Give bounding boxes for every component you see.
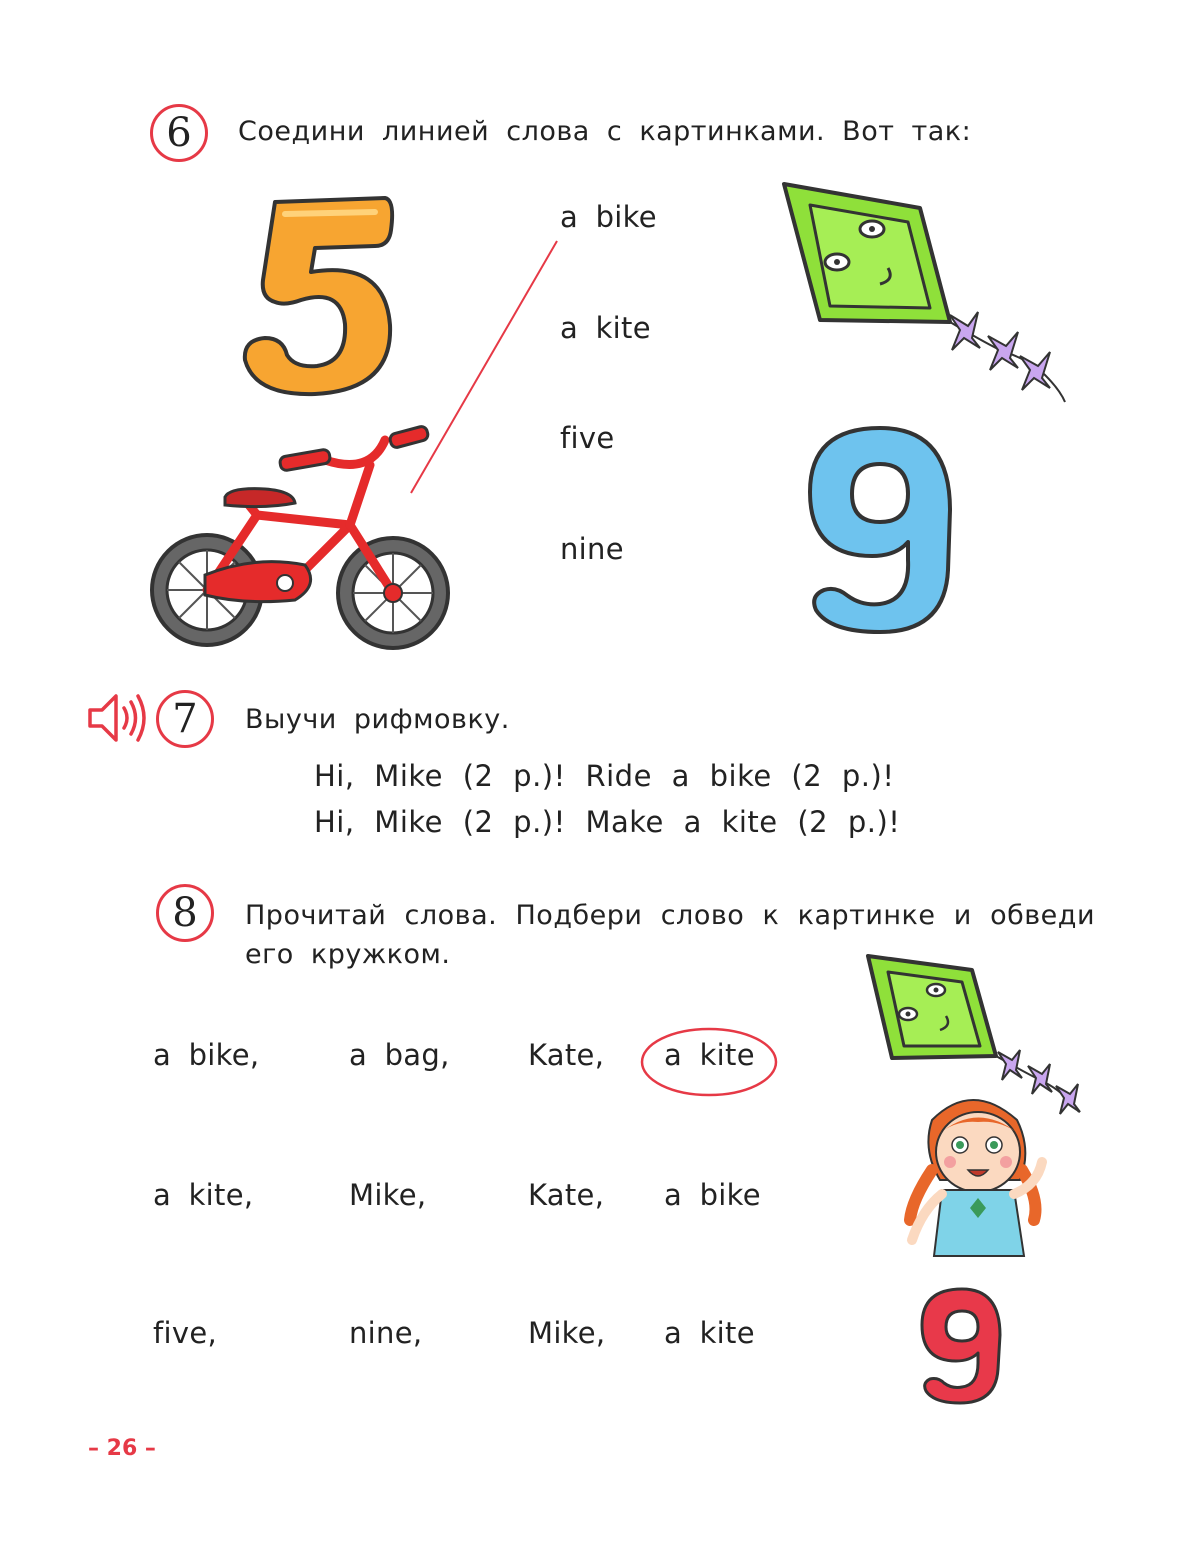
row2-word-1[interactable]: a kite, bbox=[153, 1178, 254, 1212]
page-number: – 26 – bbox=[88, 1436, 156, 1461]
row3-word-3[interactable]: Mike, bbox=[528, 1316, 606, 1350]
girl-illustration bbox=[892, 1090, 1067, 1260]
task6-word-five[interactable]: five bbox=[560, 421, 615, 455]
task7-number: 7 bbox=[156, 690, 214, 748]
number-5-illustration bbox=[235, 190, 395, 400]
speaker-icon[interactable] bbox=[86, 690, 148, 746]
row1-word-4-circled[interactable]: a kite bbox=[664, 1038, 755, 1072]
example-connecting-line bbox=[405, 235, 565, 500]
row1-word-1[interactable]: a bike, bbox=[153, 1038, 260, 1072]
task6-word-nine[interactable]: nine bbox=[560, 532, 624, 566]
rhyme-line-1: Hi, Mike (2 р.)! Ride a bike (2 р.)! bbox=[314, 759, 895, 793]
task6-word-bike[interactable]: a bike bbox=[560, 200, 657, 234]
row2-word-3[interactable]: Kate, bbox=[528, 1178, 605, 1212]
row1-word-3[interactable]: Kate, bbox=[528, 1038, 605, 1072]
row3-word-1[interactable]: five, bbox=[153, 1316, 217, 1350]
row2-word-4[interactable]: a bike bbox=[664, 1178, 761, 1212]
number-9-illustration bbox=[800, 420, 960, 640]
task8-number: 8 bbox=[156, 884, 214, 942]
number-9-red-illustration bbox=[918, 1285, 1004, 1407]
row1-word-2[interactable]: a bag, bbox=[349, 1038, 450, 1072]
example-circle bbox=[638, 1024, 780, 1100]
task8-instruction: Прочитай слова. Подбери слово к картинке и обведи его кружком. bbox=[245, 900, 1095, 970]
task7-instruction: Выучи рифмовку. bbox=[245, 704, 510, 735]
task6-word-kite[interactable]: a kite bbox=[560, 311, 651, 345]
kite-illustration bbox=[780, 180, 1075, 410]
rhyme-line-2: Hi, Mike (2 р.)! Make a kite (2 р.)! bbox=[314, 805, 901, 839]
row2-word-2[interactable]: Mike, bbox=[349, 1178, 427, 1212]
row3-word-2[interactable]: nine, bbox=[349, 1316, 423, 1350]
row3-word-4[interactable]: a kite bbox=[664, 1316, 755, 1350]
task6-instruction: Соедини линией слова с картинками. Вот так: bbox=[238, 116, 972, 147]
task6-number: 6 bbox=[150, 104, 208, 162]
